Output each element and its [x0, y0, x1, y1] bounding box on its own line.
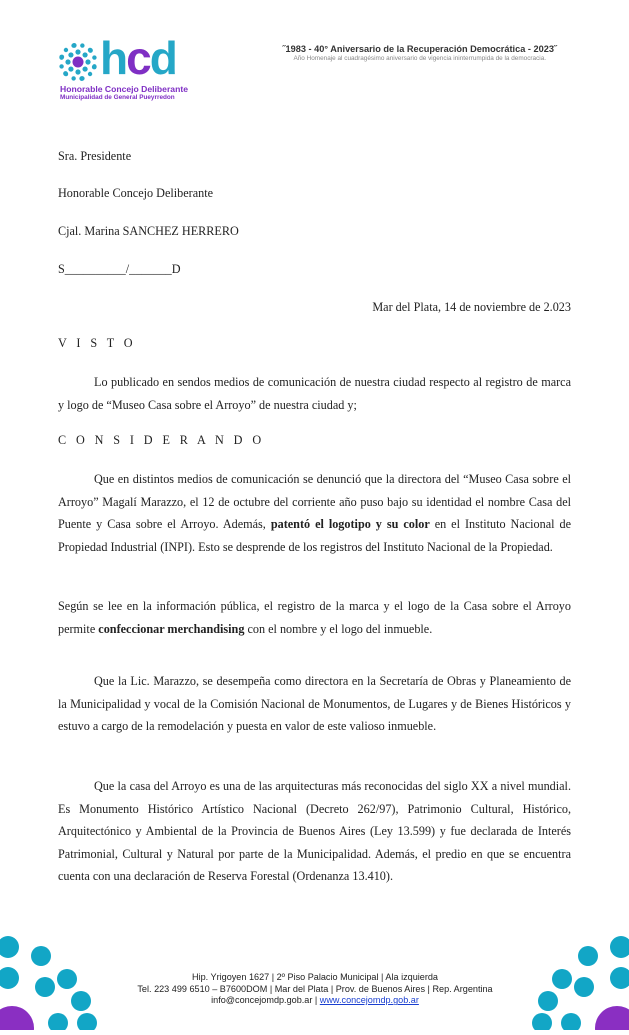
emblem-dot	[92, 64, 96, 68]
date-line: Mar del Plata, 14 de noviembre de 2.023	[372, 300, 571, 314]
hcd-logo	[58, 32, 198, 102]
dots-emblem-icon	[58, 42, 98, 82]
addressee-line-1: Sra. Presidente	[58, 149, 132, 163]
considerando-paragraph-1	[58, 468, 571, 558]
considerando-heading: C O N S I D E R A N D O	[58, 433, 265, 447]
p1-bold-text: patentó el logotipo y su color	[270, 517, 430, 532]
motto-title: ˝1983 - 40° Aniversario de la Recuperación Democrática - 2023˝	[282, 44, 557, 54]
p4-text: Que la casa del Arroyo es una de las arquitecturas más reconocidas del siglo XX a nivel mundial. Es Monumento Histórico Artístico Nacional (Decreto 262/97), Patrimonio Cultural, Histórico, Arquitectónico y Ambiental de la Provincia de Buenos Aires (Ley 13.599) y fue declarada de Interés Patrimonial, Cultural y Natural por parte de la Municipalidad. Además, el predio en que se encuentra cuenta con una declaración de Reserva Forestal (Ordenanza 13.410).	[58, 779, 571, 884]
footer-line-1: Hip. Yrigoyen 1627 | 2º Piso Palacio Municipal | Ala izquierda	[192, 972, 438, 982]
emblem-dot	[80, 43, 84, 47]
footer-separator: |	[312, 995, 320, 1006]
emblem-dot	[64, 48, 68, 52]
footer-email: info@concejomdp.gob.ar	[211, 995, 313, 1006]
emblem-dot	[80, 76, 84, 80]
p2-text-a: Según se lee en la información pública, el registro de la marca y el logo de la Casa sobre el Arroyo permite	[58, 599, 571, 636]
emblem-dot	[75, 69, 80, 74]
footer-dots-left-icon	[0, 935, 100, 1030]
logo-org-name: Honorable Concejo Deliberante	[60, 84, 188, 94]
footer-line-2: Tel. 223 499 6510 – B7600DOM | Mar del Plata | Prov. de Buenos Aires | Rep. Argentina	[137, 983, 493, 994]
considerando-paragraph-4	[58, 775, 571, 888]
footer-dots-right-icon	[529, 935, 629, 1030]
emblem-dot	[65, 59, 70, 64]
p2-text-b: con el nombre y el logo del inmueble.	[244, 621, 433, 636]
emblem-dot	[68, 66, 73, 71]
motto-subtitle: Año Homenaje al cuadragésimo aniversario de vigencia ininterrumpida de la democracia.	[293, 55, 547, 62]
considerando-paragraph-2	[58, 595, 571, 640]
p3-text: Que la Lic. Marazzo, se desempeña como directora en la Secretaría de Obras y Planeamiento de la Municipalidad y vocal de la Comisión Nacional de Monumentos, de Lugares y de Bienes Históricos y estuvo a cargo de la remodelación y puesta en valor de este valioso inmueble.	[58, 674, 571, 734]
footer-line-3	[100, 995, 530, 1007]
emblem-dot	[75, 49, 80, 54]
emblem-dot	[71, 76, 75, 80]
emblem-dot	[68, 52, 73, 57]
p1-text-a: Que en distintos medios de comunicación se denunció que la directora del “Museo Casa sobre el Arroyo” Magalí Marazzo, el 12 de octubre del corriente año puso bajo su identidad el nombre Casa del Puente y Casa sobre el Arroyo. Además,	[58, 472, 571, 532]
emblem-dot	[88, 48, 92, 52]
addressee-line-2: Honorable Concejo Deliberante	[58, 186, 213, 200]
visto-paragraph	[58, 371, 571, 416]
emblem-dot	[71, 43, 75, 47]
emblem-dot	[92, 55, 96, 59]
emblem-dot	[59, 55, 63, 59]
logo-municipality: Municipalidad de General Pueyrredon	[60, 94, 175, 101]
emblem-dot	[82, 52, 87, 57]
addressee-line-3: Cjal. Marina SANCHEZ HERRERO	[58, 224, 239, 238]
footer-website-link[interactable]: www.concejomdp.gob.ar	[319, 995, 419, 1006]
emblem-dot	[64, 72, 68, 76]
considerando-paragraph-3	[58, 670, 571, 738]
p1-text-b: en el Instituto Nacional de Propiedad Industrial (INPI). Esto se desprende de los registros del Instituto Nacional de la Propiedad.	[58, 517, 571, 554]
emblem-center-dot	[73, 57, 84, 68]
logo-wordmark: hcd	[100, 32, 176, 84]
addressee-line-4: S__________/_______D	[58, 262, 181, 276]
emblem-dot	[88, 72, 92, 76]
emblem-dot	[85, 59, 90, 64]
emblem-dot	[59, 64, 63, 68]
emblem-dot	[82, 66, 87, 71]
visto-heading: V I S T O	[58, 336, 137, 350]
p2-bold-text: confeccionar merchandising	[98, 621, 245, 636]
header-motto	[283, 44, 558, 62]
visto-text: Lo publicado en sendos medios de comunicación de nuestra ciudad respecto al registro de marca y logo de “Museo Casa sobre el Arroyo” de nuestra ciudad y;	[58, 375, 571, 412]
footer-address	[100, 972, 530, 1007]
